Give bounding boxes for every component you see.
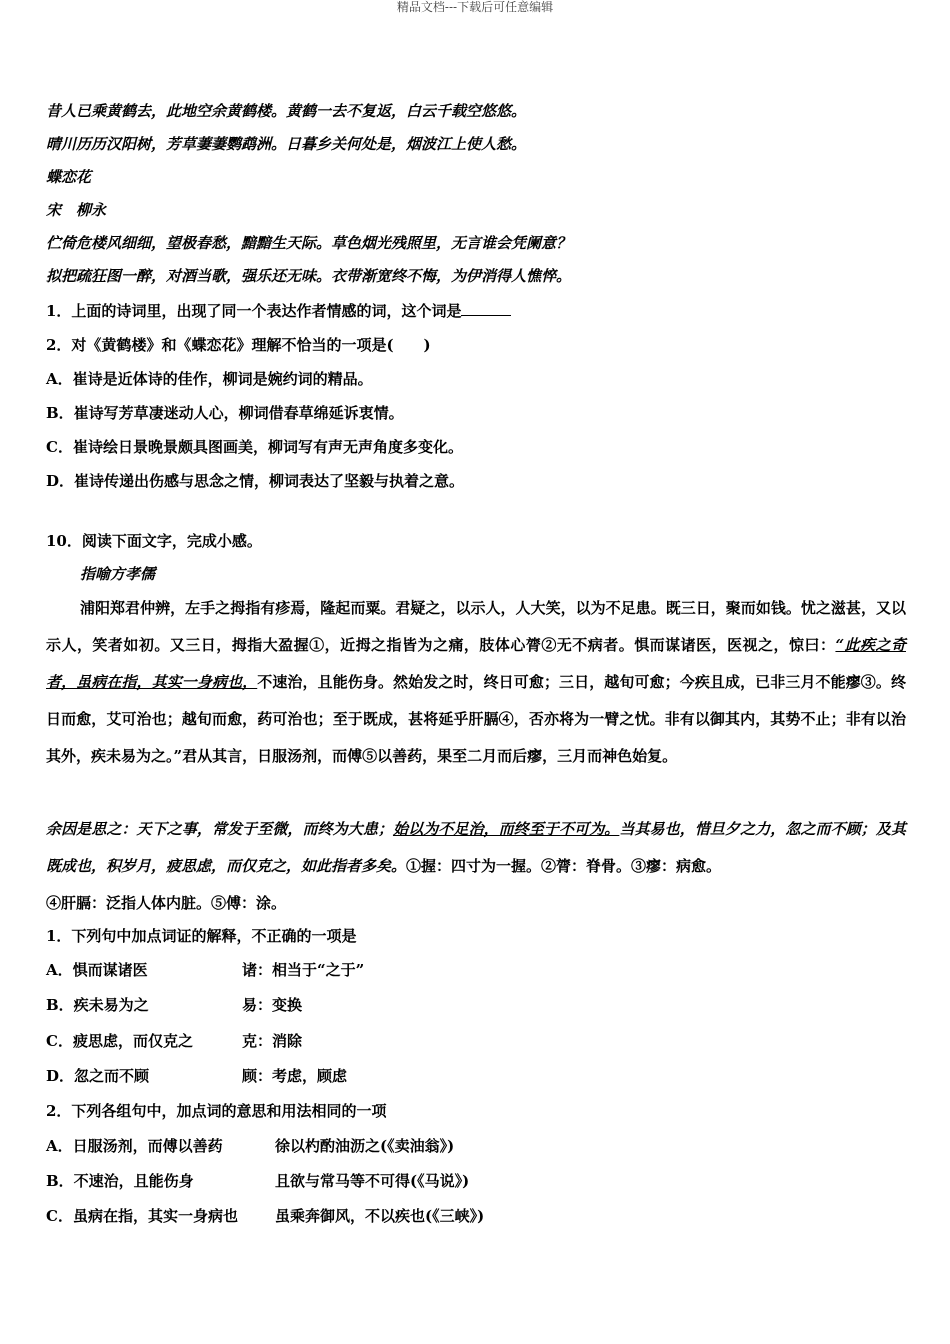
poem2-line2: 拟把疏狂图一醉，对酒当歌，强乐还无味。衣带渐宽终不悔，为伊消得人憔悴。 (46, 267, 572, 285)
q10-q2-option-a: A．日服汤剂，而傅以善药 (46, 1137, 223, 1155)
q9-option-a: A．崔诗是近体诗的佳作，柳词是婉约词的精品。 (46, 370, 373, 388)
q10-q1-option-c: C．疲思虑，而仅克之 (46, 1032, 193, 1050)
q10-question2: 2．下列各组句中，加点词的意思和用法相同的一项 (46, 1102, 387, 1120)
poem1-line1: 昔人已乘黄鹤去，此地空余黄鹤楼。黄鹤一去不复返，白云千载空悠悠。 (46, 102, 527, 120)
q10-q1-option-a: A．惧而谋诸医 (46, 961, 148, 979)
q10-q2-option-b: B．不速治，且能伤身 (46, 1172, 194, 1190)
underlined-sentence-1: “此疾之奇者，虽病在指，其实一身病也， (46, 636, 906, 691)
passage-paragraph2: 余因是思之：天下之事，常发于至微，而终为大患；始以为不足治，而终至于不可为。当其易也，惜旦夕之力，忽之而不顾；及其既成也，积岁月，疲思虑，而仅克之，如此指者多矣。①握：四寸为一握。②膂：脊骨。③瘳：病愈。 ④肝膈：泛指人体内脏。⑤傅：涂。 (46, 820, 906, 912)
poem2-line1: 伫倚危楼风细细，望极春愁，黯黯生天际。草色烟光残照里，无言谁会凭阑意？ (46, 234, 572, 252)
q10-q2-option-c-compare: 虽乘奔御风，不以疾也(《三峡》) (275, 1207, 485, 1225)
passage-paragraph1: 浦阳郑君仲辨，左手之拇指有疹焉，隆起而粟。君疑之，以示人，人大笑，以为不足患。既三日，聚而如钱。忧之滋甚，又以示人，笑者如初。又三日，拇指大盈握①，近拇之指皆为之痛，肢体心膂②无不病者。惧而谋诸医，医视之，惊曰：“此疾之奇者，虽病在指，其实一身病也，不速治，且能伤身。然始发之时，终日可愈；三日，越旬可愈；今疾且成，已非三月不能瘳③。终日而愈，艾可治也；越旬而愈，药可治也；至于既成，甚将延乎肝膈④，否亦将为一臂之忧。非有以御其内，其势不止；非有以治其外，疾未易为之。”君从其言，日服汤剂，而傅⑤以善药，果至二月而后瘳，三月而神色始复。 (46, 599, 906, 765)
answer-blank[interactable] (461, 301, 511, 316)
poem2-author: 宋 柳永 (46, 201, 107, 219)
q10-q1-option-c-explain: 克：消除 (242, 1032, 303, 1050)
q10-q1-option-d-explain: 顾：考虑，顾虑 (242, 1067, 348, 1085)
q9-question2: 2．对《黄鹤楼》和《蝶恋花》理解不恰当的一项是( ) (46, 336, 431, 354)
q9-option-c: C．崔诗绘日景晚景颇具图画美，柳词写有声无声角度多变化。 (46, 438, 463, 456)
q9-option-b: B．崔诗写芳草凄迷动人心，柳词借春草绵延诉衷情。 (46, 404, 404, 422)
poem1-line2: 晴川历历汉阳树，芳草萋萋鹦鹉洲。日暮乡关何处是，烟波江上使人愁。 (46, 135, 527, 153)
q10-intro: 10．阅读下面文字，完成小感。 (46, 532, 262, 550)
q10-q2-option-a-compare: 徐以杓酌油沥之(《卖油翁》) (275, 1137, 455, 1155)
poem2-title: 蝶恋花 (46, 168, 92, 186)
q10-q2-option-b-compare: 且欲与常马等不可得(《马说》) (275, 1172, 470, 1190)
q10-q1-option-b: B．疾未易为之 (46, 996, 149, 1014)
q10-q1-option-a-explain: 诸：相当于“之于” (242, 961, 365, 979)
passage-title: 指喻方孝儒 (80, 565, 156, 583)
page-header: 精品文档---下载后可任意编辑 (396, 0, 554, 14)
underlined-sentence-2: 始以为不足治，而终至于不可为。 (392, 820, 620, 838)
q10-q1-option-d: D．忽之而不顾 (46, 1067, 150, 1085)
q9-question1: 1．上面的诗词里，出现了同一个表达作者情感的词，这个词是 (46, 301, 511, 321)
q9-option-d: D．崔诗传递出伤感与思念之情，柳词表达了坚毅与执着之意。 (46, 472, 465, 490)
q10-q1-option-b-explain: 易：变换 (242, 996, 303, 1014)
q10-q2-option-c: C．虽病在指，其实一身病也 (46, 1207, 238, 1225)
q10-question1: 1．下列句中加点词证的解释，不正确的一项是 (46, 927, 357, 945)
